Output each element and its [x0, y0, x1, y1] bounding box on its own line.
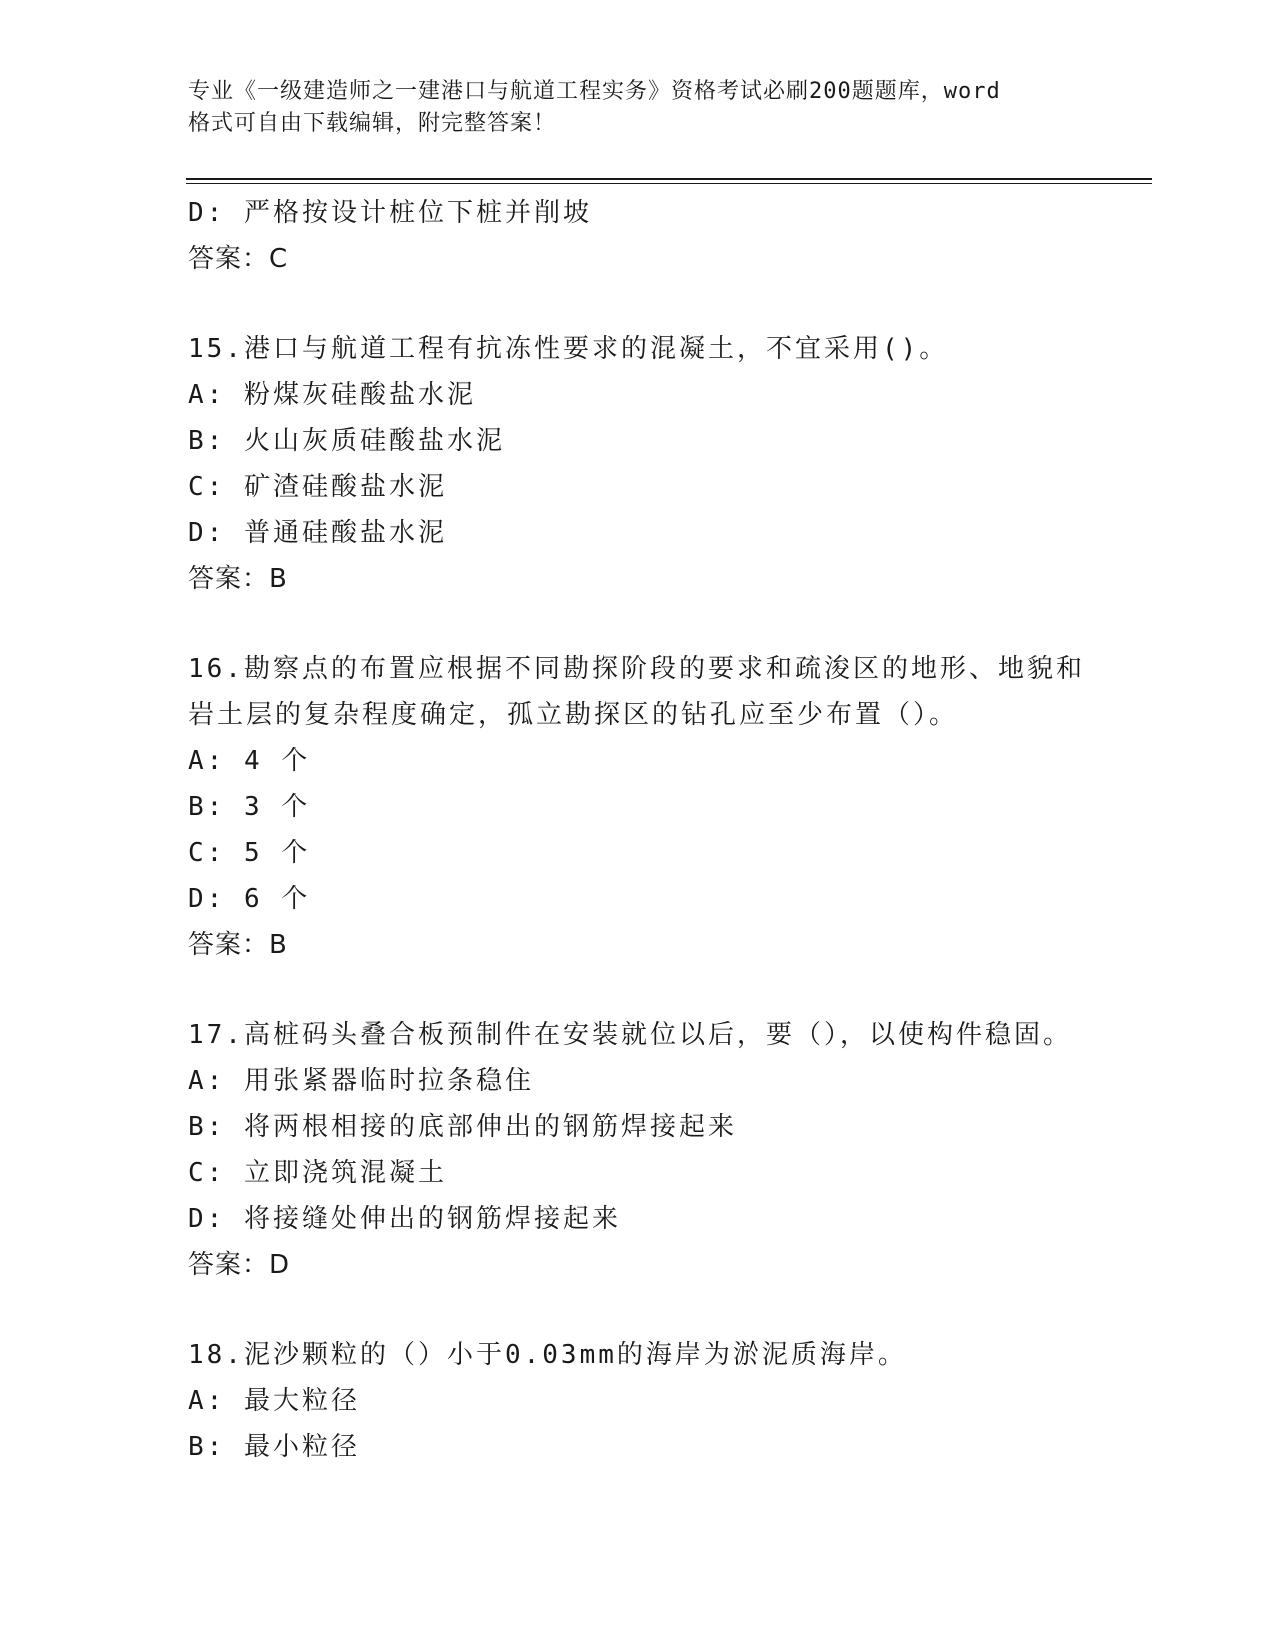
- question-stem: 17.高桩码头叠合板预制件在安装就位以后，要（），以使构件稳固。: [188, 1020, 1072, 1050]
- option-b: B: 最小粒径: [188, 1432, 360, 1462]
- option-c: C: 矿渣硅酸盐水泥: [188, 472, 447, 502]
- question-stem: 15.港口与航道工程有抗冻性要求的混凝土，不宜采用()。: [188, 334, 949, 364]
- option-d: D: 严格按设计桩位下桩并削坡: [188, 198, 592, 228]
- document-header: [188, 76, 1068, 140]
- header-divider-thick: [186, 178, 1152, 180]
- spacer: [188, 1288, 1088, 1332]
- question-stem: 18.泥沙颗粒的（）小于0.03mm的海岸为淤泥质海岸。: [188, 1340, 907, 1370]
- answer-line: 答案：B: [188, 930, 288, 960]
- option-b: B: 火山灰质硅酸盐水泥: [188, 426, 505, 456]
- option-c: C: 5 个: [188, 838, 311, 868]
- option-a: A: 用张紧器临时拉条稳住: [188, 1066, 534, 1096]
- question-17: [188, 1012, 1088, 1288]
- question-stem-line-2: 岩土层的复杂程度确定，孤立勘探区的钻孔应至少布置（）。: [188, 700, 959, 730]
- spacer: [188, 968, 1088, 1012]
- question-stem-line-1: 16.勘察点的布置应根据不同勘探阶段的要求和疏浚区的地形、地貌和: [188, 654, 1085, 684]
- question-18: [188, 1332, 1088, 1470]
- question-15: [188, 326, 1088, 602]
- header-divider-thin: [186, 183, 1152, 184]
- question-14-tail: [188, 190, 1088, 282]
- option-d: D: 普通硅酸盐水泥: [188, 518, 447, 548]
- question-16: [188, 646, 1088, 968]
- spacer: [188, 282, 1088, 326]
- answer-line: 答案：B: [188, 564, 288, 594]
- answer-line: 答案：D: [188, 1250, 291, 1280]
- option-d: D: 将接缝处伸出的钢筋焊接起来: [188, 1204, 621, 1234]
- option-d: D: 6 个: [188, 884, 311, 914]
- option-b: B: 将两根相接的底部伸出的钢筋焊接起来: [188, 1112, 737, 1142]
- header-title-line-1: 专业《一级建造师之一建港口与航道工程实务》资格考试必刷200题题库，word: [188, 79, 1001, 104]
- answer-line: 答案：C: [188, 244, 289, 274]
- question-list: [188, 190, 1088, 1470]
- spacer: [188, 602, 1088, 646]
- header-title-line-2: 格式可自由下载编辑，附完整答案！: [188, 111, 557, 136]
- option-a: A: 4 个: [188, 746, 311, 776]
- option-a: A: 粉煤灰硅酸盐水泥: [188, 380, 476, 410]
- option-b: B: 3 个: [188, 792, 311, 822]
- option-c: C: 立即浇筑混凝土: [188, 1158, 447, 1188]
- option-a: A: 最大粒径: [188, 1386, 360, 1416]
